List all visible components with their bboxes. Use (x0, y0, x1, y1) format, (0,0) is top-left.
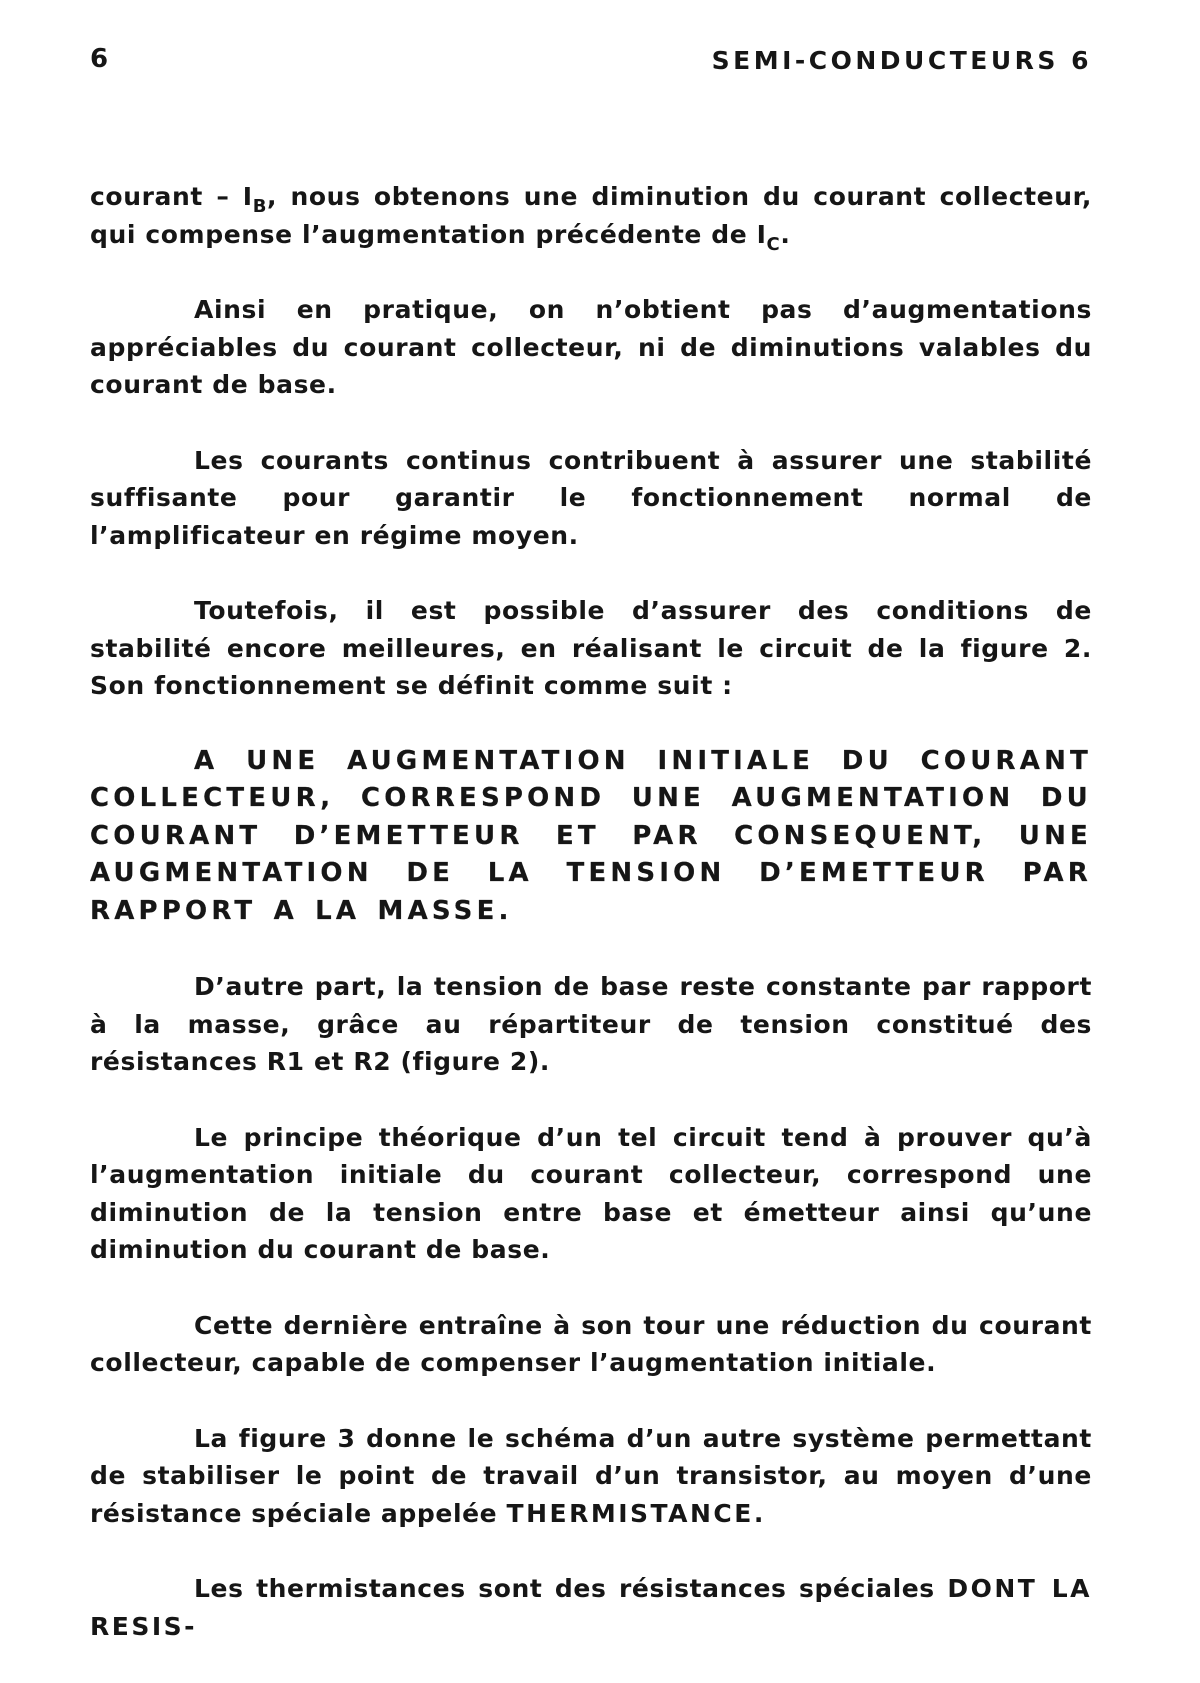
paragraph-2: Ainsi en pratique, on n’obtient pas d’augmentations appréciables du courant collecteur, ni de diminutions valables du courant de base. (90, 295, 1092, 399)
page-number: 6 (90, 44, 110, 74)
paragraph-5-capitals: A UNE AUGMENTATION INITIALE DU COURANT COLLECTEUR, CORRESPOND UNE AUGMENTATION DU COURANT D’EMETTEUR ET PAR CONSEQUENT, UNE AUGMENTATION DE LA TENSION D’EMETTEUR PAR RAPPORT A LA MASSE. (90, 745, 1092, 926)
paragraph-1 (90, 178, 1092, 253)
paragraph-6: D’autre part, la tension de base reste constante par rapport à la masse, grâce au répartiteur de tension constitué des résistances R1 et R2 (figure 2). (90, 972, 1092, 1076)
paragraph-4: Toutefois, il est possible d’assurer des conditions de stabilité encore meilleures, en réalisant le circuit de la figure 2. Son fonctionnement se définit comme suit : (90, 596, 1092, 700)
subscript-c: C (766, 233, 781, 255)
paragraph-10-capitals: DONT LA RESIS- (90, 1574, 1093, 1641)
paragraph-3: Les courants continus contribuent à assurer une stabilité suffisante pour garantir le fonctionnement normal de l’amplificateur en régime moyen. (90, 445, 1092, 550)
paragraph-10 (90, 1570, 1092, 1645)
paragraph-9-text: La figure 3 donne le schéma d’un autre système permettant de stabiliser le point de travail d’un transistor, au moyen d’une résistance spéciale appelée (90, 1423, 1092, 1528)
paragraph-1-text-c: . (780, 219, 791, 249)
running-head: SEMI-CONDUCTEURS 6 (711, 46, 1092, 75)
body-text (90, 178, 1092, 1683)
paragraph-1-text-a: courant – I (90, 182, 253, 211)
paragraph-7: Le principe théorique d’un tel circuit tend à prouver qu’à l’augmentation initiale du courant collecteur, correspond une diminution de la tension entre base et émetteur ainsi qu’une diminution du courant de base. (90, 1122, 1092, 1264)
paragraph-8: Cette dernière entraîne à son tour une réduction du courant collecteur, capable de compenser l’augmentation initiale. (90, 1310, 1092, 1377)
thermistance-term: THERMISTANCE. (506, 1498, 766, 1528)
paragraph-10-text: Les thermistances sont des résistances spéciales (194, 1574, 948, 1603)
subscript-b: B (252, 196, 268, 217)
paragraph-1-text-b: , nous obtenons une diminution du courant collecteur, qui compense l’augmentation précédente de I (90, 182, 1092, 249)
paragraph-9 (90, 1420, 1092, 1533)
